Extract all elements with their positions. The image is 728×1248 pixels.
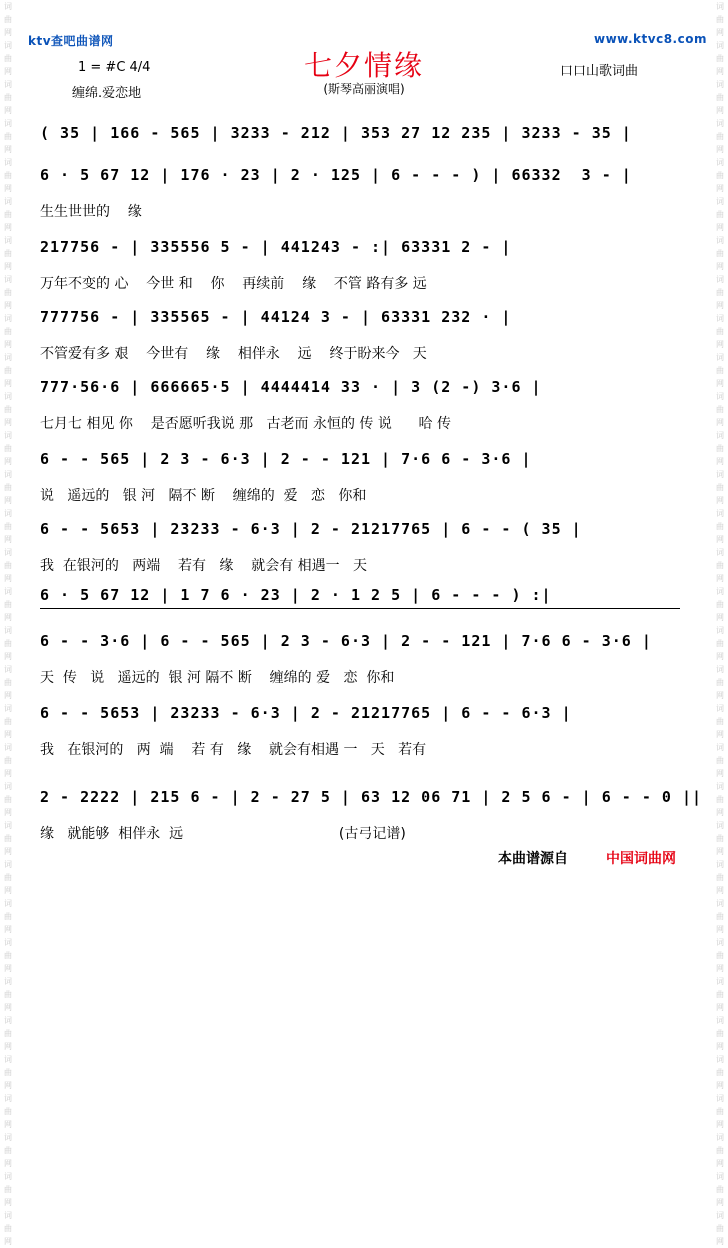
notation-line: 777756 - | 335565 - | 44124 3 - | 63331 232 · | xyxy=(40,308,512,326)
expression-mark: 缠绵.爱恋地 xyxy=(72,86,142,101)
notation-line: 217756 - | 335556 5 - | 441243 - :| 63331 2 - | xyxy=(40,238,512,256)
lyrics-line: 生生世世的 缘 xyxy=(40,204,142,220)
notation-line: 6 · 5 67 12 | 1 7 6 · 23 | 2 · 1 2 5 | 6 - - - ) :| xyxy=(40,582,680,609)
site-link-left[interactable]: ktv查吧曲谱网 xyxy=(28,34,114,48)
notation-line: 6 - - 5653 | 23233 - 6·3 | 2 - 21217765 | 6 - - ( 35 | xyxy=(40,520,582,538)
notation-line: 777·56·6 | 666665·5 | 4444414 33 · | 3 (2 -) 3·6 | xyxy=(40,378,542,396)
lyrics-line: 我 在银河的 两 端 若 有 缘 就会有相遇 一 天 若有 xyxy=(40,742,427,758)
notation-line: ( 35 | 166 - 565 | 3233 - 212 | 353 27 12 235 | 3233 - 35 | xyxy=(40,124,632,142)
notation-line: 6 - - 565 | 2 3 - 6·3 | 2 - - 121 | 7·6 6 - 3·6 | xyxy=(40,450,532,468)
notation-line: 6 - - 3·6 | 6 - - 565 | 2 3 - 6·3 | 2 - - 121 | 7·6 6 - 3·6 | xyxy=(40,632,652,650)
lyrics-line: 我 在银河的 两端 若有 缘 就会有 相遇一 天 xyxy=(40,558,368,574)
song-title: 七夕情缘 xyxy=(303,49,424,82)
watermark-right: 词曲网词曲网词曲网词曲网词曲网词曲网词曲网词曲网词曲网词曲网词曲网词曲网词曲网词曲网词曲网词曲网词曲网词曲网词曲网词曲网词曲网词曲网词曲网词曲网词曲网词曲网词曲网词曲网词曲网词曲网词曲网词曲网 xyxy=(716,2,724,1246)
lyrics-line: 七月七 相见 你 是否愿听我说 那 古老而 永恒的 传 说 哈 传 xyxy=(40,416,452,432)
notation-line: 2 - 2222 | 215 6 - | 2 - 27 5 | 63 12 06 71 | 2 5 6 - | 6 - - 0 || xyxy=(40,788,703,806)
lyrics-line: 缘 就能够 相伴永 远 (古弓记谱) xyxy=(40,826,406,842)
song-subtitle: (斯琴高丽演唱) xyxy=(323,82,405,96)
source-label: 本曲谱源自 xyxy=(498,851,568,867)
lyrics-line: 不管爱有多 艰 今世有 缘 相伴永 远 终于盼来今 天 xyxy=(40,346,427,362)
watermark-left: 词曲网词曲网词曲网词曲网词曲网词曲网词曲网词曲网词曲网词曲网词曲网词曲网词曲网词曲网词曲网词曲网词曲网词曲网词曲网词曲网词曲网词曲网词曲网词曲网词曲网词曲网词曲网词曲网词曲网词曲网词曲网词曲网 xyxy=(4,2,12,1246)
credit-line: 口口山歌词曲 xyxy=(560,64,639,79)
notation-line: 6 · 5 67 12 | 176 · 23 | 2 · 125 | 6 - - - ) | 66332 3 - | xyxy=(40,166,632,184)
site-link-right[interactable]: www.ktvc8.com xyxy=(594,32,707,46)
lyrics-line: 天 传 说 遥远的 银 河 隔不 断 缠绵的 爱 恋 你和 xyxy=(40,670,395,686)
lyrics-line: 万年不变的 心 今世 和 你 再续前 缘 不管 路有多 远 xyxy=(40,276,427,292)
notation-line: 6 - - 5653 | 23233 - 6·3 | 2 - 21217765 | 6 - - 6·3 | xyxy=(40,704,572,722)
key-signature: 1 = #C 4/4 xyxy=(78,60,151,75)
source-site-link[interactable]: 中国词曲网 xyxy=(606,851,676,867)
lyrics-line: 说 遥远的 银 河 隔不 断 缠绵的 爱 恋 你和 xyxy=(40,488,367,504)
